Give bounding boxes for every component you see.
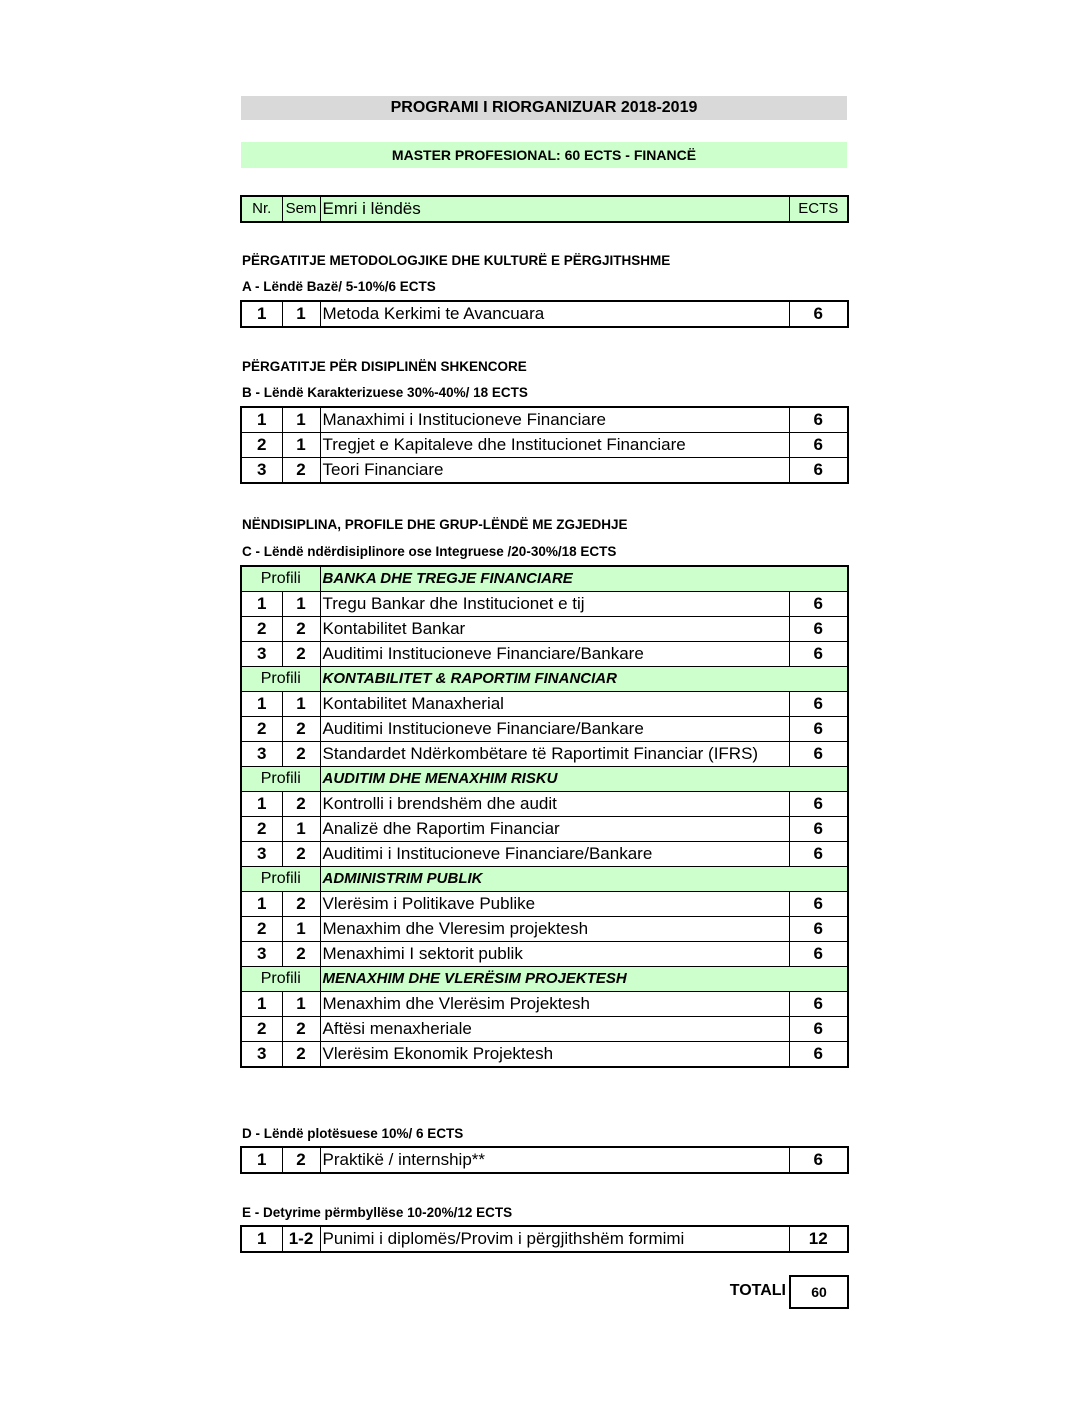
course-nr: 1 [241, 792, 282, 817]
profile-name: KONTABILITET & RAPORTIM FINANCIAR [320, 667, 848, 692]
table-row [241, 817, 848, 842]
course-ects: 6 [789, 1042, 848, 1068]
table-row [241, 1226, 848, 1252]
table-row [241, 692, 848, 717]
profile-row [241, 967, 848, 992]
course-nr: 1 [241, 1226, 282, 1252]
section-d-table [240, 1146, 849, 1174]
course-ects: 6 [789, 892, 848, 917]
course-nr: 2 [241, 917, 282, 942]
course-name: Kontabilitet Manaxherial [320, 692, 789, 717]
course-ects: 6 [789, 592, 848, 617]
course-name: Standardet Ndërkombëtare të Raportimit Financiar (IFRS) [320, 742, 789, 767]
course-semester: 1 [282, 592, 320, 617]
course-semester: 2 [282, 842, 320, 867]
course-semester: 1 [282, 992, 320, 1017]
section-e-subheading: E - Detyrime përmbyllëse 10-20%/12 ECTS [242, 1205, 513, 1220]
course-semester: 2 [282, 942, 320, 967]
header-ects: ECTS [789, 196, 848, 222]
course-nr: 3 [241, 1042, 282, 1068]
course-semester: 2 [282, 1147, 320, 1173]
course-semester: 2 [282, 458, 320, 484]
profile-row [241, 566, 848, 592]
course-semester: 1-2 [282, 1226, 320, 1252]
table-row [241, 301, 848, 327]
course-name: Auditimi Institucioneve Financiare/Bankare [320, 717, 789, 742]
course-nr: 2 [241, 1017, 282, 1042]
profile-label: Profili [241, 867, 320, 892]
course-nr: 3 [241, 642, 282, 667]
course-ects: 6 [789, 942, 848, 967]
section-a-subheading: A - Lëndë Bazë/ 5-10%/6 ECTS [242, 279, 436, 294]
course-semester: 1 [282, 817, 320, 842]
page-title: PROGRAMI I RIORGANIZUAR 2018-2019 [241, 96, 847, 120]
total-value: 60 [789, 1275, 849, 1309]
course-semester: 1 [282, 692, 320, 717]
profile-row [241, 767, 848, 792]
course-ects: 6 [789, 642, 848, 667]
course-ects: 6 [789, 792, 848, 817]
course-nr: 1 [241, 407, 282, 433]
table-row [241, 917, 848, 942]
course-name: Aftësi menaxheriale [320, 1017, 789, 1042]
course-semester: 2 [282, 717, 320, 742]
table-row [241, 792, 848, 817]
table-row [241, 742, 848, 767]
course-nr: 2 [241, 717, 282, 742]
course-nr: 3 [241, 742, 282, 767]
course-name: Punimi i diplomës/Provim i përgjithshëm formimi [320, 1226, 789, 1252]
table-row [241, 407, 848, 433]
course-name: Menaxhimi I sektorit publik [320, 942, 789, 967]
course-nr: 3 [241, 942, 282, 967]
table-row [241, 617, 848, 642]
course-ects: 6 [789, 1147, 848, 1173]
course-nr: 1 [241, 301, 282, 327]
profile-label: Profili [241, 566, 320, 592]
course-nr: 1 [241, 692, 282, 717]
section-c-subheading: C - Lëndë ndërdisiplinore ose Integruese /20-30%/18 ECTS [242, 544, 617, 559]
course-nr: 1 [241, 592, 282, 617]
total-label: TOTALI [729, 1282, 786, 1299]
course-semester: 2 [282, 892, 320, 917]
table-row [241, 1017, 848, 1042]
course-semester: 1 [282, 433, 320, 458]
table-row [241, 892, 848, 917]
section-a-heading: PËRGATITJE METODOLOGJIKE DHE KULTURË E PËRGJITHSHME [242, 253, 671, 268]
profile-label: Profili [241, 767, 320, 792]
section-d-subheading: D - Lëndë plotësuese 10%/ 6 ECTS [242, 1126, 464, 1141]
course-ects: 6 [789, 458, 848, 484]
table-row [241, 1147, 848, 1173]
profile-row [241, 667, 848, 692]
table-row [241, 942, 848, 967]
profile-label: Profili [241, 667, 320, 692]
course-ects: 6 [789, 617, 848, 642]
course-ects: 6 [789, 742, 848, 767]
course-semester: 2 [282, 742, 320, 767]
course-name: Auditimi Institucioneve Financiare/Bankare [320, 642, 789, 667]
course-name: Menaxhim dhe Vleresim projektesh [320, 917, 789, 942]
course-ects: 6 [789, 917, 848, 942]
course-ects: 6 [789, 842, 848, 867]
header-name: Emri i lëndës [320, 196, 789, 222]
program-subtitle: MASTER PROFESIONAL: 60 ECTS - FINANCË [241, 142, 847, 168]
column-header-table [240, 195, 849, 223]
course-ects: 6 [789, 992, 848, 1017]
course-semester: 1 [282, 301, 320, 327]
course-semester: 2 [282, 642, 320, 667]
table-row [241, 992, 848, 1017]
profile-row [241, 867, 848, 892]
course-nr: 3 [241, 842, 282, 867]
course-name: Kontabilitet Bankar [320, 617, 789, 642]
course-nr: 1 [241, 992, 282, 1017]
course-name: Analizë dhe Raportim Financiar [320, 817, 789, 842]
course-name: Tregjet e Kapitaleve dhe Institucionet Financiare [320, 433, 789, 458]
section-c-heading: NËNDISIPLINA, PROFILE DHE GRUP-LËNDË ME ZGJEDHJE [242, 517, 628, 532]
header-sem: Sem [282, 196, 320, 222]
course-semester: 2 [282, 617, 320, 642]
section-a-table [240, 300, 849, 328]
course-semester: 2 [282, 1017, 320, 1042]
course-semester: 1 [282, 917, 320, 942]
course-nr: 3 [241, 458, 282, 484]
profile-name: BANKA DHE TREGJE FINANCIARE [320, 566, 848, 592]
header-nr: Nr. [241, 196, 282, 222]
course-name: Menaxhim dhe Vlerësim Projektesh [320, 992, 789, 1017]
course-name: Teori Financiare [320, 458, 789, 484]
course-nr: 1 [241, 892, 282, 917]
course-ects: 6 [789, 692, 848, 717]
course-ects: 6 [789, 717, 848, 742]
header-row [241, 196, 848, 222]
table-row [241, 642, 848, 667]
course-name: Tregu Bankar dhe Institucionet e tij [320, 592, 789, 617]
course-ects: 6 [789, 433, 848, 458]
course-nr: 1 [241, 1147, 282, 1173]
course-semester: 2 [282, 1042, 320, 1068]
course-semester: 2 [282, 792, 320, 817]
course-ects: 6 [789, 817, 848, 842]
profile-name: ADMINISTRIM PUBLIK [320, 867, 848, 892]
course-nr: 2 [241, 617, 282, 642]
course-name: Auditimi i Institucioneve Financiare/Bankare [320, 842, 789, 867]
course-ects: 6 [789, 407, 848, 433]
course-nr: 2 [241, 817, 282, 842]
section-b-heading: PËRGATITJE PËR DISIPLINËN SHKENCORE [242, 359, 527, 374]
profile-label: Profili [241, 967, 320, 992]
table-row [241, 433, 848, 458]
section-b-subheading: B - Lëndë Karakterizuese 30%-40%/ 18 ECTS [242, 385, 528, 400]
course-name: Metoda Kerkimi te Avancuara [320, 301, 789, 327]
table-row [241, 592, 848, 617]
course-ects: 6 [789, 301, 848, 327]
course-semester: 1 [282, 407, 320, 433]
course-nr: 2 [241, 433, 282, 458]
course-name: Praktikë / internship** [320, 1147, 789, 1173]
profile-name: AUDITIM DHE MENAXHIM RISKU [320, 767, 848, 792]
course-name: Kontrolli i brendshëm dhe audit [320, 792, 789, 817]
section-c-table [240, 565, 849, 1068]
course-name: Manaxhimi i Institucioneve Financiare [320, 407, 789, 433]
section-e-table [240, 1225, 849, 1253]
table-row [241, 842, 848, 867]
course-ects: 12 [789, 1226, 848, 1252]
course-name: Vlerësim i Politikave Publike [320, 892, 789, 917]
table-row [241, 1042, 848, 1068]
table-row [241, 717, 848, 742]
course-name: Vlerësim Ekonomik Projektesh [320, 1042, 789, 1068]
section-b-table [240, 406, 849, 484]
profile-name: MENAXHIM DHE VLERËSIM PROJEKTESH [320, 967, 848, 992]
table-row [241, 458, 848, 484]
course-ects: 6 [789, 1017, 848, 1042]
